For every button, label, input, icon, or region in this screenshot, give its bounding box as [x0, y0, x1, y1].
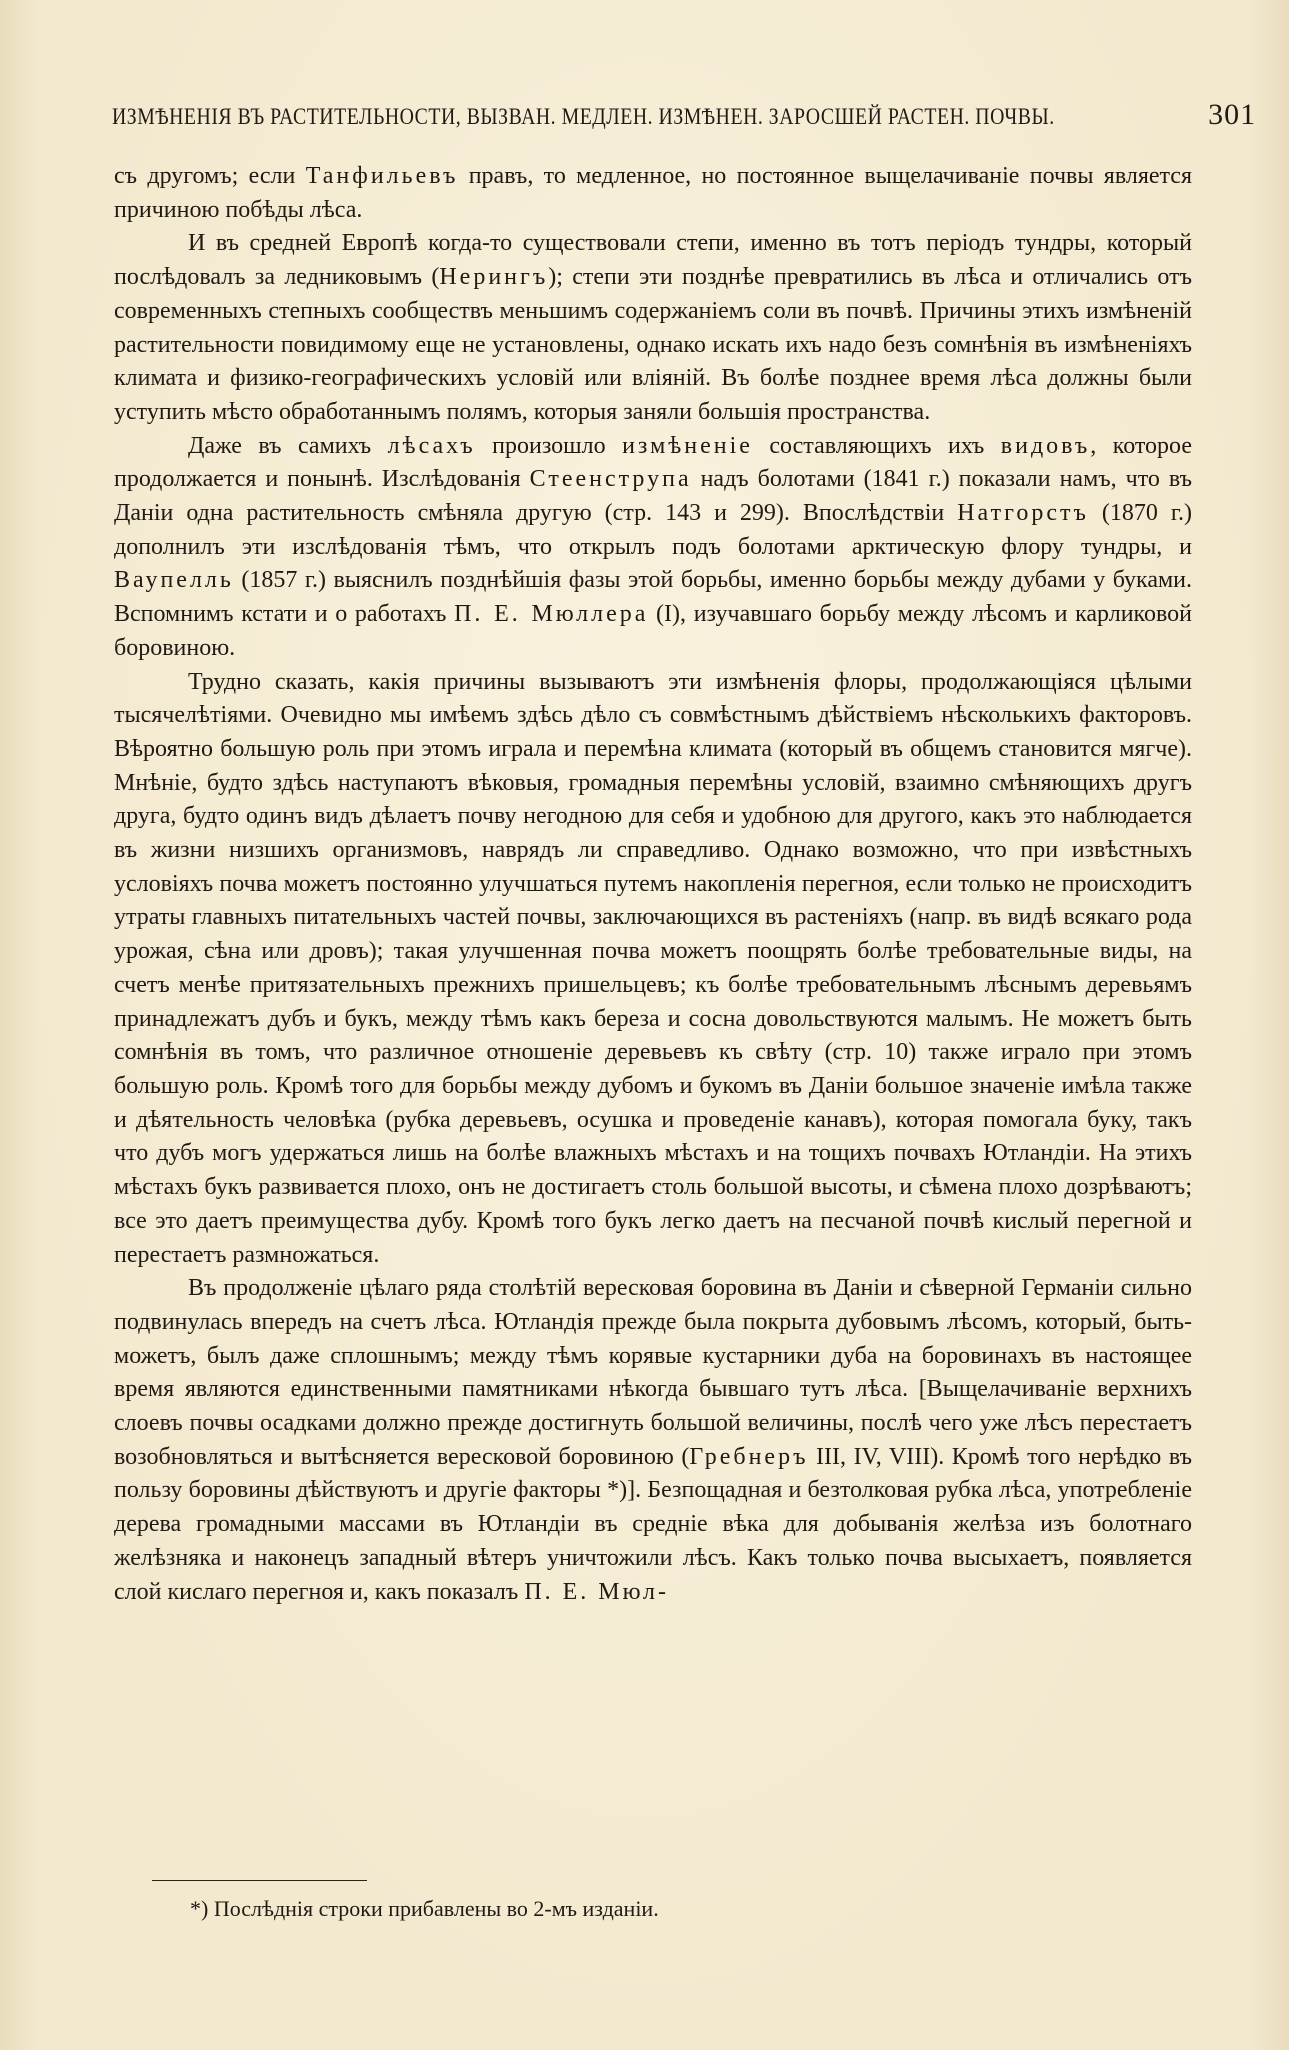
spaced-name: Танфильевъ: [305, 163, 459, 189]
text-run: составляющихъ ихъ: [752, 432, 1001, 459]
text-run: И въ средней Европѣ когда-то существовали степи, именно въ тотъ періодъ тундры, который послѣдовалъ за ледниковымъ (: [114, 230, 1192, 291]
text-run: произошло: [475, 432, 623, 459]
paragraph-5: [114, 1272, 1192, 1609]
footnote-rule: [152, 1880, 367, 1881]
spaced-name: измѣненіе: [622, 432, 753, 459]
spaced-name: Ваупелль: [114, 567, 234, 594]
text-run: (I), изучавшаго борьбу между лѣсомъ и карликовой боровиною.: [114, 601, 1192, 661]
spaced-name: Натгорстъ: [957, 500, 1089, 527]
spaced-name: Нерингъ: [439, 264, 549, 291]
paragraph-4: [114, 666, 1192, 1273]
spaced-name: видовъ: [1000, 432, 1091, 459]
text-run: III, IV, VIII). Кромѣ того нерѣдко въ пользу боровины дѣйствуютъ и другіе факторы *)]. Безпощадная и безтолковая рубка лѣса, употребленіе дерева громадными массами въ Ютландіи въ средніе вѣка для добыванія желѣза изъ болотнаго желѣзняка и наконецъ западный вѣтеръ уничтожили лѣсъ. Какъ только почва высыхаетъ, появляется слой кислаго перегноя и, какъ показалъ: [114, 1443, 1192, 1605]
spaced-name: лѣсахъ: [387, 432, 476, 459]
text-run: , которое продолжается и понынѣ. Изслѣдованія: [114, 432, 1192, 493]
text-run: надъ болотами (1841 г.) показали намъ, что въ Даніи одна растительность смѣняла другую (стр. 143 и 299). Впослѣдствіи: [114, 466, 1192, 527]
paragraph-3: [114, 430, 1192, 666]
text-run: Даже въ самихъ: [188, 432, 388, 459]
text-run: Трудно сказать, какія причины вызываютъ эти измѣненія флоры, продолжающіяся цѣлыми тысячелѣтіями. Очевидно мы имѣемъ здѣсь дѣло съ совмѣстнымъ дѣйствіемъ нѣсколькихъ факторовъ. Вѣроятно большую роль при этомъ играла и перемѣна климата (который въ общемъ становится мягче). Мнѣніе, будто здѣсь наступаютъ вѣковыя, громадныя перемѣны условій, взаимно смѣняющихъ другъ друга, будто одинъ видъ дѣлаетъ почву негодною для себя и удобною для другого, какъ это наблюдается въ жизни низшихъ организмовъ, наврядъ ли справедливо. Однако возможно, что при извѣстныхъ условіяхъ почва можетъ постоянно улучшаться путемъ накопленія перегноя, если только не происходитъ утраты главныхъ питательныхъ частей почвы, заключающихся въ растеніяхъ (напр. въ видѣ всякаго рода урожая, сѣна или дровъ); такая улучшенная почва можетъ поощрять болѣе требовательные виды, на счетъ менѣе притязательныхъ прежнихъ пришельцевъ; къ болѣе требовательнымъ лѣснымъ деревьямъ принадлежатъ дубъ и букъ, между тѣмъ какъ береза и сосна довольствуются малымъ. Не можетъ быть сомнѣнія въ томъ, что различное отношеніе деревьевъ къ свѣту (стр. 10) также играло при этомъ большую роль. Кромѣ того для борьбы между дубомъ и букомъ въ Даніи большое значеніе имѣла также и дѣятельность человѣка (рубка деревьевъ, осушка и проведеніе канавъ), которая помогала буку, такъ что дубъ могъ удержаться лишь на болѣе влажныхъ мѣстахъ и на тощихъ почвахъ Ютландіи. На этихъ мѣстахъ букъ развивается плохо, онъ не достигаетъ столь большой высоты, и сѣмена плохо дозрѣваютъ; все это даетъ преимущества дубу. Кромѣ того букъ легко даетъ на песчаной почвѣ кислый перегной и перестаетъ размножаться.: [114, 668, 1192, 1268]
paragraph-2: [114, 227, 1192, 429]
footnote: *) Послѣднія строки прибавлены во 2-мъ изданіи.: [190, 1896, 659, 1921]
body-text: [114, 160, 1192, 1609]
text-run: Въ продолженіе цѣлаго ряда столѣтій вересковая боровина въ Даніи и сѣверной Германіи сильно подвинулась впередъ на счетъ лѣса. Ютландія прежде была покрыта дубовымъ лѣсомъ, который, быть-можетъ, былъ даже сплошнымъ; между тѣмъ корявые кустарники дуба на боровинахъ въ настоящее время являются единственными памятниками нѣкогда бывшаго тутъ лѣса. [Выщелачиваніе верхнихъ слоевъ почвы осадками должно прежде достигнуть большой величины, послѣ чего уже лѣсъ перестаетъ возобновляться и вытѣсняется вересковой боровиною (: [114, 1275, 1192, 1470]
spaced-name: П. Е. Мюллера: [454, 601, 649, 628]
spaced-name: П. Е. Мюл-: [524, 1578, 669, 1605]
text-run: правъ, то медленное, но постоянное выщелачиваніе почвы является причиною побѣды лѣса.: [114, 163, 1193, 223]
running-head: ИЗМѢНЕНІЯ ВЪ РАСТИТЕЛЬНОСТИ, ВЫЗВАН. МЕДЛЕН. ИЗМѢНЕН. ЗАРОСШЕЙ РАСТЕН. ПОЧВЫ.: [112, 104, 1055, 129]
page-header: [112, 98, 1257, 138]
paragraph-1: [114, 160, 1192, 227]
spaced-name: Гребнеръ: [689, 1443, 809, 1470]
text-run: ); степи эти позднѣе превратились въ лѣса и отличались отъ современныхъ степныхъ сообществъ меньшимъ содержаніемъ соли въ почвѣ. Причины этихъ измѣненій растительности повидимому еще не установлены, однако искать ихъ надо безъ сомнѣнія въ измѣненіяхъ климата и физико-географическихъ условій или вліяній. Въ болѣе позднее время лѣса должны были уступить мѣсто обработаннымъ полямъ, которыя заняли большія пространства.: [114, 264, 1192, 425]
page-number: 301: [1208, 98, 1257, 131]
text-run: (1857 г.) выяснилъ позднѣйшія фазы этой борьбы, именно борьбы между дубами у буками. Вспомнимъ кстати и о работахъ: [114, 567, 1192, 628]
text-run: (1870 г.) дополнилъ эти изслѣдованія тѣмъ, что открылъ подъ болотами арктическую флору тундры, и: [114, 500, 1192, 560]
text-run: съ другомъ; если: [114, 163, 306, 189]
spaced-name: Стеенструпа: [529, 466, 692, 493]
